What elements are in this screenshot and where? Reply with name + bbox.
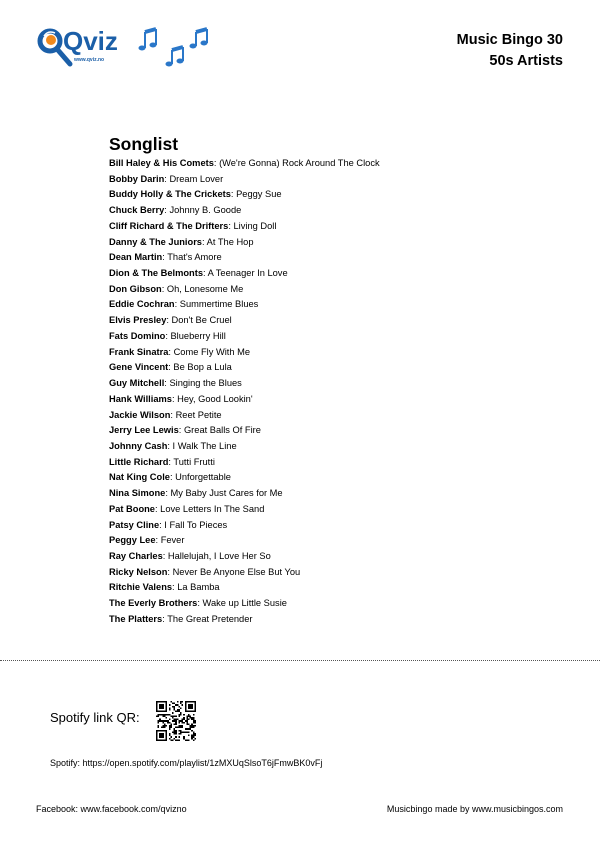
song-artist: Pat Boone <box>109 503 155 514</box>
song-title: A Teenager In Love <box>207 268 288 279</box>
song-artist: Guy Mitchell <box>109 378 165 389</box>
song-title: Be Bop a Lula <box>173 362 232 373</box>
song-title: Peggy Sue <box>236 189 282 200</box>
song-item: Chuck Berry: Johnny B. Goode <box>109 205 242 216</box>
song-title: Hallelujah, I Love Her So <box>167 550 271 561</box>
song-title: Great Balls Of Fire <box>183 425 261 436</box>
song-title: My Baby Just Cares for Me <box>170 488 283 499</box>
song-artist: Bill Haley & His Comets <box>109 158 214 168</box>
song-title: Dream Lover <box>169 173 224 184</box>
song-artist: Buddy Holly & The Crickets <box>109 189 231 200</box>
song-title: Come Fly With Me <box>173 346 251 357</box>
song-title: La Bamba <box>177 582 220 593</box>
song-item: Gene Vincent: Be Bop a Lula <box>109 362 232 373</box>
song-title: Tutti Frutti <box>173 456 215 467</box>
song-title: Singing the Blues <box>169 378 242 389</box>
song-title: (We're Gonna) Rock Around The Clock <box>219 158 380 168</box>
music-notes-icon <box>136 22 226 72</box>
song-item: Danny & The Juniors: At The Hop <box>109 236 254 247</box>
song-item: Hank Williams: Hey, Good Lookin' <box>109 393 253 404</box>
song-item: Nina Simone: My Baby Just Cares for Me <box>109 488 283 499</box>
song-artist: Bobby Darin <box>109 173 165 184</box>
song-artist: The Platters <box>109 613 163 624</box>
song-title: Summertime Blues <box>179 299 259 310</box>
song-artist: Don Gibson <box>109 283 162 294</box>
footer-credit[interactable]: Musicbingo made by www.musicbingos.com <box>386 804 563 814</box>
song-artist: Peggy Lee <box>109 535 156 546</box>
spotify-qr-code[interactable] <box>156 699 196 743</box>
song-artist: Gene Vincent <box>109 362 169 373</box>
song-item: The Everly Brothers: Wake up Little Susie <box>109 598 287 609</box>
footer-facebook[interactable]: Facebook: www.facebook.com/qvizno <box>36 804 187 814</box>
song-item: Nat King Cole: Unforgettable <box>109 472 231 483</box>
song-title: Love Letters In The Sand <box>160 503 265 514</box>
song-item: Guy Mitchell: Singing the Blues <box>109 378 242 389</box>
song-item: Ray Charles: Hallelujah, I Love Her So <box>109 550 271 561</box>
song-artist: Nat King Cole <box>109 472 170 483</box>
song-title: Blueberry Hill <box>170 330 226 341</box>
song-item: Bobby Darin: Dream Lover <box>109 173 224 184</box>
song-item: Jackie Wilson: Reet Petite <box>109 409 222 420</box>
song-artist: Ritchie Valens <box>109 582 173 593</box>
song-artist: Fats Domino <box>109 330 166 341</box>
song-artist: Patsy Cline <box>109 519 160 530</box>
song-title: Unforgettable <box>175 472 231 483</box>
song-item: Peggy Lee: Fever <box>109 535 185 546</box>
song-artist: Nina Simone <box>109 488 166 499</box>
song-item: Ritchie Valens: La Bamba <box>109 582 220 593</box>
song-item: Dion & The Belmonts: A Teenager In Love <box>109 268 288 279</box>
song-item: Fats Domino: Blueberry Hill <box>109 330 226 341</box>
bingo-title: Music Bingo 30 <box>456 32 563 48</box>
song-artist: Danny & The Juniors <box>109 236 202 247</box>
song-artist: Cliff Richard & The Drifters <box>109 220 229 231</box>
song-item: Dean Martin: That's Amore <box>109 252 222 263</box>
header-titles <box>457 30 563 72</box>
song-title: Oh, Lonesome Me <box>166 283 244 294</box>
song-item: Buddy Holly & The Crickets: Peggy Sue <box>109 189 282 200</box>
song-artist: Little Richard <box>109 456 169 467</box>
divider <box>0 660 600 661</box>
song-title: Hey, Good Lookin' <box>177 393 253 404</box>
logo-wordmark: Qviz <box>63 26 118 56</box>
song-item: Don Gibson: Oh, Lonesome Me <box>109 283 244 294</box>
song-artist: Jerry Lee Lewis <box>109 425 179 436</box>
song-title: The Great Pretender <box>167 613 253 624</box>
song-artist: Jackie Wilson <box>109 409 171 420</box>
spotify-link[interactable]: Spotify: https://open.spotify.com/playlist/1zMXUqSlsoT6jFmwBK0vFj <box>50 758 323 768</box>
song-item: Ricky Nelson: Never Be Anyone Else But You <box>109 566 301 577</box>
song-item: Eddie Cochran: Summertime Blues <box>109 299 259 310</box>
song-artist: Johnny Cash <box>109 440 168 451</box>
song-title: I Walk The Line <box>172 440 237 451</box>
song-item: Frank Sinatra: Come Fly With Me <box>109 346 251 357</box>
song-title: I Fall To Pieces <box>164 519 228 530</box>
songlist-title: Songlist <box>109 134 179 154</box>
song-artist: Ricky Nelson <box>109 566 168 577</box>
bingo-subtitle: 50s Artists <box>489 53 563 69</box>
song-title: Reet Petite <box>175 409 222 420</box>
song-artist: The Everly Brothers <box>109 598 198 609</box>
song-item: Elvis Presley: Don't Be Cruel <box>109 315 232 326</box>
song-artist: Ray Charles <box>109 550 163 561</box>
song-title: Wake up Little Susie <box>202 598 287 609</box>
logo-url: www.qviz.no <box>74 57 105 63</box>
song-title: At The Hop <box>206 236 254 247</box>
song-item: Johnny Cash: I Walk The Line <box>109 440 237 451</box>
song-title: Never Be Anyone Else But You <box>172 566 301 577</box>
song-artist: Hank Williams <box>109 393 172 404</box>
song-title: Fever <box>160 535 185 546</box>
song-title: Don't Be Cruel <box>171 315 232 326</box>
song-list <box>109 156 380 628</box>
song-artist: Chuck Berry <box>109 205 165 216</box>
song-item: Pat Boone: Love Letters In The Sand <box>109 503 265 514</box>
song-title: That's Amore <box>167 252 222 263</box>
song-artist: Frank Sinatra <box>109 346 169 357</box>
song-artist: Dion & The Belmonts <box>109 268 204 279</box>
song-item: The Platters: The Great Pretender <box>109 613 253 624</box>
song-item: Bill Haley & His Comets: (We're Gonna) Rock Around The Clock <box>109 158 380 168</box>
song-artist: Eddie Cochran <box>109 299 175 310</box>
qr-label: Spotify link QR: <box>50 710 140 725</box>
song-artist: Elvis Presley <box>109 315 167 326</box>
song-title: Johnny B. Goode <box>169 205 242 216</box>
song-item: Jerry Lee Lewis: Great Balls Of Fire <box>109 425 261 436</box>
song-artist: Dean Martin <box>109 252 163 263</box>
song-item: Little Richard: Tutti Frutti <box>109 456 215 467</box>
song-title: Living Doll <box>233 220 277 231</box>
song-item: Patsy Cline: I Fall To Pieces <box>109 519 228 530</box>
song-item: Cliff Richard & The Drifters: Living Doll <box>109 220 277 231</box>
